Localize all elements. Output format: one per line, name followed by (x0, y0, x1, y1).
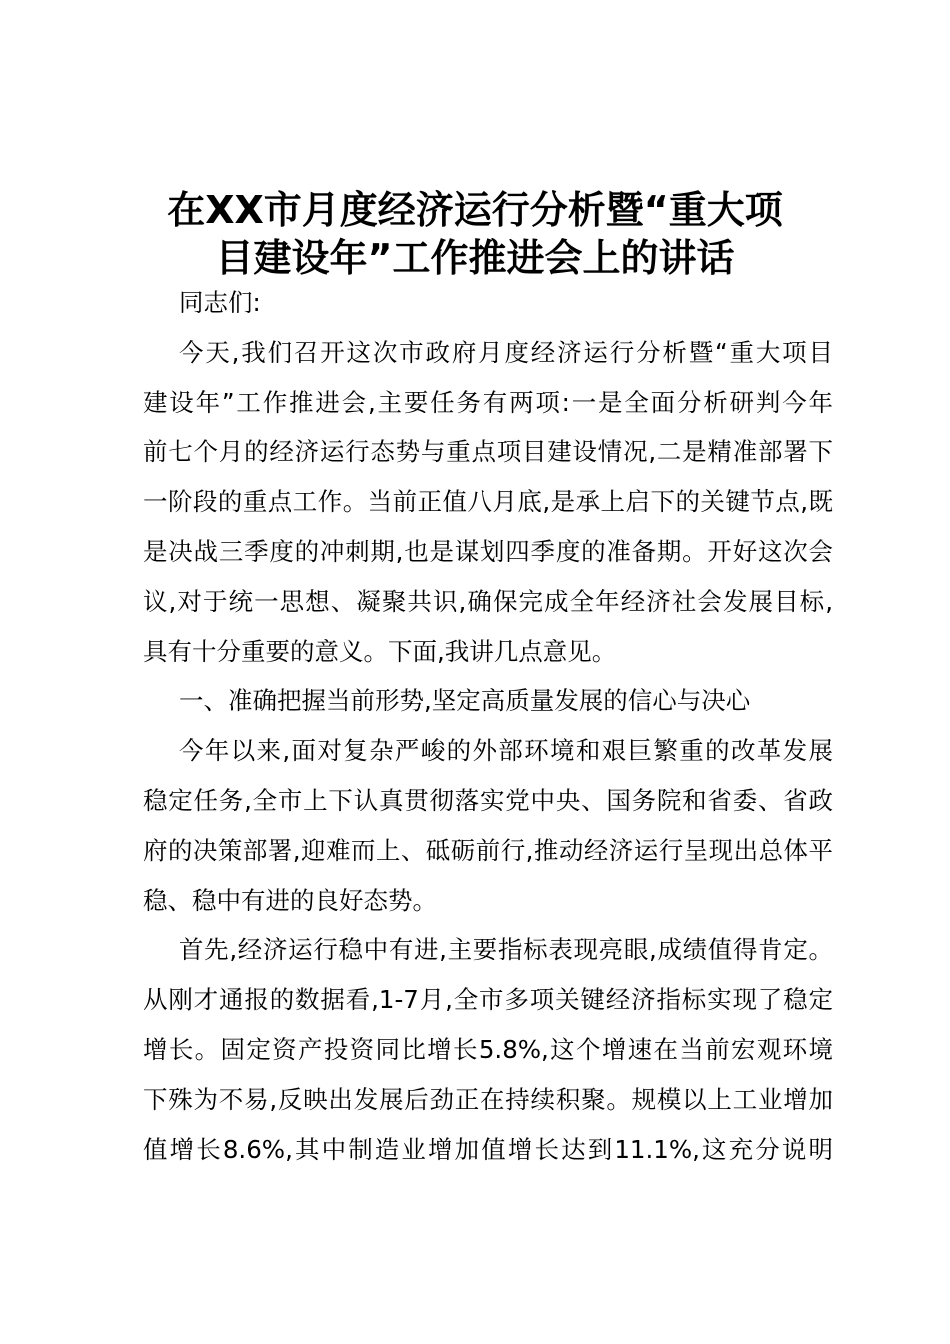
text-line: 下殊为不易,反映出发展后劲正在持续积聚。规模以上工业增加 (143, 1084, 833, 1114)
text-line: 增长。固定资产投资同比增长5.8%,这个增速在当前宏观环境 (143, 1034, 833, 1064)
text-line: 首先,经济运行稳中有进,主要指标表现亮眼,成绩值得肯定。 (179, 935, 833, 965)
text-line: 稳定任务,全市上下认真贯彻落实党中央、国务院和省委、省政 (143, 785, 833, 815)
title-line: 目建设年”工作推进会上的讲话 (215, 236, 735, 280)
text-line: 今年以来,面对复杂严峻的外部环境和艰巨繁重的改革发展 (179, 736, 833, 766)
text-line: 建设年”工作推进会,主要任务有两项:一是全面分析研判今年 (143, 387, 833, 417)
text-line: 府的决策部署,迎难而上、砥砺前行,推动经济运行呈现出总体平 (143, 835, 833, 865)
paragraph (143, 333, 833, 682)
text-line: 具有十分重要的意义。下面,我讲几点意见。 (143, 636, 617, 666)
text-line: 今天,我们召开这次市政府月度经济运行分析暨“重大项目 (179, 337, 833, 367)
text-line: 同志们: (179, 288, 261, 317)
paragraph (143, 283, 833, 333)
text-line: 从刚才通报的数据看,1-7月,全市多项关键经济指标实现了稳定 (143, 985, 833, 1015)
paragraph (143, 681, 833, 731)
title-line: 在XX市月度经济运行分析暨“重大项 (167, 188, 783, 232)
text-line: 是决战三季度的冲刺期,也是谋划四季度的准备期。开好这次会 (143, 536, 833, 566)
text-line: 一阶段的重点工作。当前正值八月底,是承上启下的关键节点,既 (143, 487, 833, 517)
document-body (143, 283, 833, 1179)
text-line: 值增长8.6%,其中制造业增加值增长达到11.1%,这充分说明 (143, 1134, 833, 1164)
paragraph (143, 930, 833, 1179)
text-line: 前七个月的经济运行态势与重点项目建设情况,二是精准部署下 (143, 437, 833, 467)
text-line: 稳、稳中有进的良好态势。 (143, 885, 437, 915)
text-line: 一、准确把握当前形势,坚定高质量发展的信心与决心 (179, 686, 751, 716)
paragraph (143, 731, 833, 930)
text-line: 议,对于统一思想、凝聚共识,确保完成全年经济社会发展目标, (143, 586, 833, 616)
